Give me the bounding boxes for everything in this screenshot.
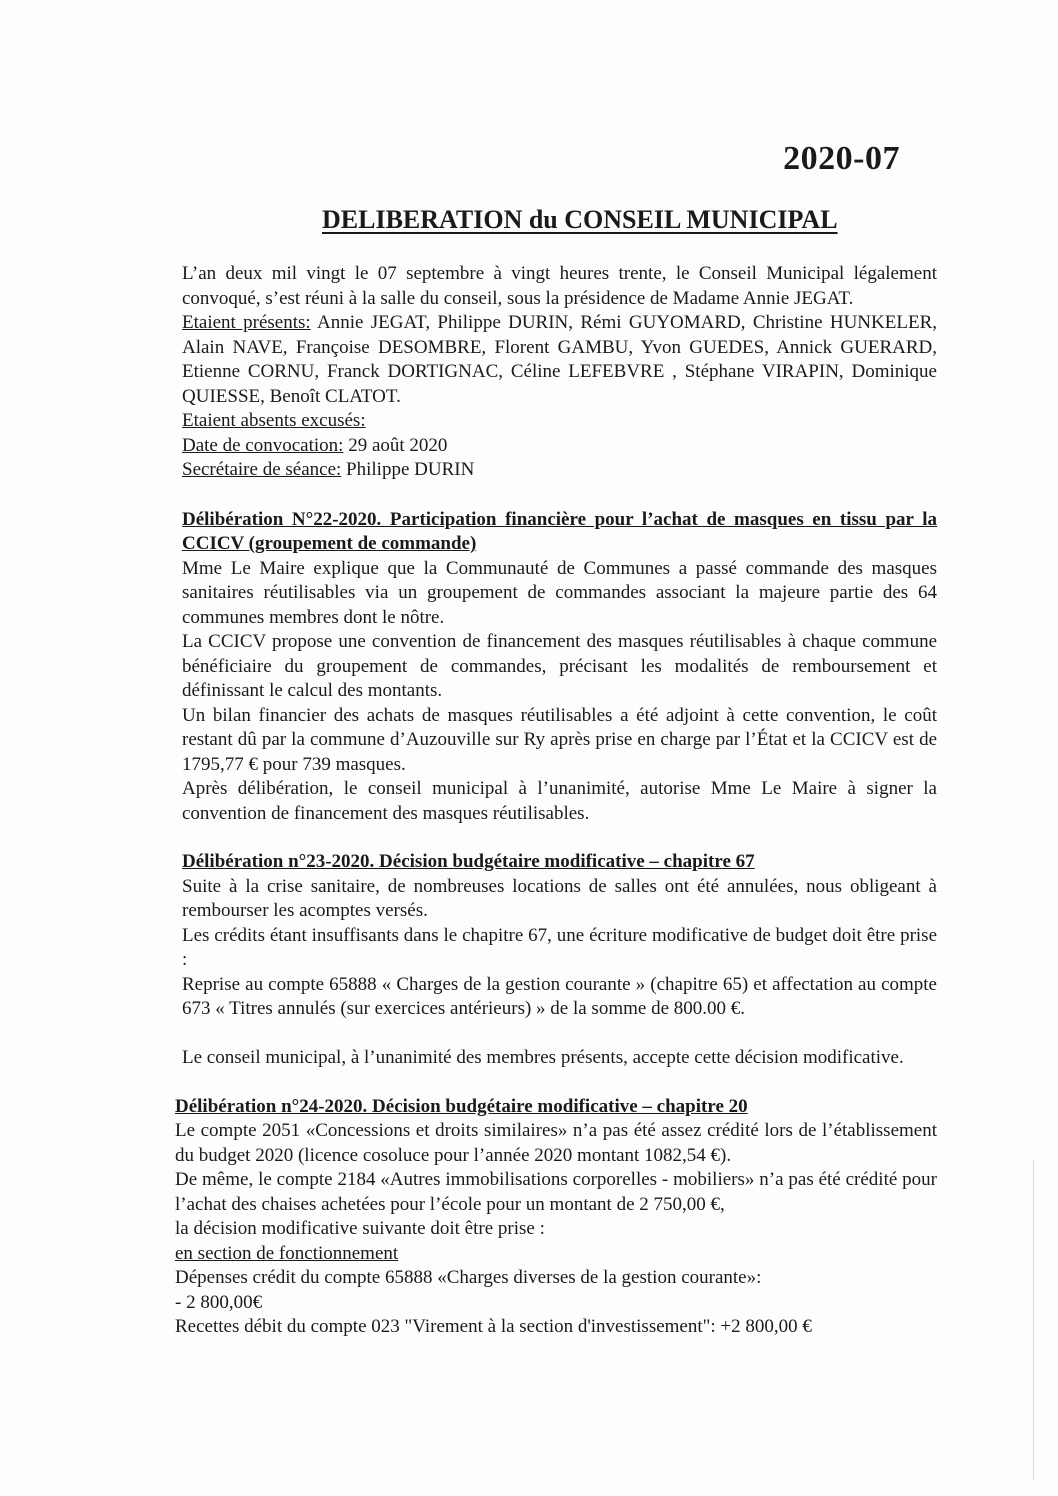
deliberation-number: 2020-07: [783, 140, 900, 177]
deliberation-23-paragraph-3: Reprise au compte 65888 « Charges de la gestion courante » (chapitre 65) et affectation au compte 673 « Titres annulés (sur exercices antérieurs) » de la somme de 800.00 €.: [182, 973, 937, 1019]
document-body: [175, 262, 937, 1340]
deliberation-23-paragraph-2: Les crédits étant insuffisants dans le chapitre 67, une écriture modificative de budget doit être prise :: [182, 924, 937, 970]
intro-paragraph: L’an deux mil vingt le 07 septembre à vingt heures trente, le Conseil Municipal légalement convoqué, s’est réuni à la salle du conseil, sous la présidence de Madame Annie JEGAT.: [182, 263, 937, 309]
convocation-value: 29 août 2020: [343, 434, 448, 456]
deliberation-23-paragraph-4: Le conseil municipal, à l’unanimité des membres présents, accepte cette décision modificative.: [182, 1047, 904, 1068]
convocation-label: Date de convocation:: [182, 434, 344, 456]
absents-label: Etaient absents excusés:: [182, 410, 366, 431]
presents-paragraph: [175, 311, 937, 409]
deliberation-24-paragraph-2: De même, le compte 2184 «Autres immobilisations corporelles - mobiliers» n’a pas été crédité pour l’achat des chaises achetées pour l’école pour un montant de 2 750,00 €,: [175, 1169, 937, 1215]
secretaire-paragraph: [175, 458, 937, 483]
absents-paragraph: [175, 409, 937, 434]
deliberation-24-line-3: Recettes débit du compte 023 "Virement à la section d'investissement": +2 800,00 €: [175, 1316, 812, 1337]
scan-margin-line: [1033, 1160, 1034, 1480]
deliberation-22-title: Délibération N°22-2020. Participation financière pour l’achat de masques en tissu par la CCICV (groupement de commande): [182, 508, 937, 554]
secretaire-label: Secrétaire de séance:: [182, 459, 342, 480]
deliberation-22-paragraph-3: Un bilan financier des achats de masques réutilisables a été adjoint à cette convention, le coût restant dû par la commune d’Auzouville sur Ry après prise en charge par l’État et la CCICV est de 1795,77 € pour 739 masques.: [182, 704, 937, 775]
document-title: DELIBERATION du CONSEIL MUNICIPAL: [322, 205, 838, 234]
deliberation-23-title: Délibération n°23-2020. Décision budgétaire modificative – chapitre 67: [182, 851, 755, 872]
deliberation-24-paragraph-3: la décision modificative suivante doit être prise :: [175, 1218, 545, 1239]
deliberation-24-title: Délibération n°24-2020. Décision budgétaire modificative – chapitre 20: [175, 1095, 748, 1117]
presents-label: Etaient présents:: [182, 312, 311, 333]
deliberation-22-paragraph-4: Après délibération, le conseil municipal à l’unanimité, autorise Mme Le Maire à signer la convention de financement des masques réutilisables.: [182, 778, 937, 824]
convocation-paragraph: [175, 434, 937, 459]
deliberation-24-paragraph-1: Le compte 2051 «Concessions et droits similaires» n’a pas été assez crédité lors de l’établissement du budget 2020 (licence cosoluce pour l’année 2020 montant 1082,54 €).: [175, 1120, 937, 1166]
deliberation-24-line-2: - 2 800,00€: [175, 1291, 263, 1313]
presents-list: Annie JEGAT, Philippe DURIN, Rémi GUYOMARD, Christine HUNKELER, Alain NAVE, Françoise DESOMBRE, Florent GAMBU, Yvon GUEDES, Annick GUERARD, Etienne CORNU, Franck DORTIGNAC, Céline LEFEBVRE , Stéphane VIRAPIN, Dominique QUIESSE, Benoît CLATOT.: [182, 312, 937, 407]
secretaire-value: Philippe DURIN: [341, 459, 475, 480]
deliberation-24-subsection: en section de fonctionnement: [175, 1242, 399, 1264]
deliberation-24-line-1: Dépenses crédit du compte 65888 «Charges diverses de la gestion courante»:: [175, 1267, 762, 1288]
deliberation-22-paragraph-2: La CCICV propose une convention de financement des masques réutilisables à chaque commune bénéficiaire du groupement de commandes, précisant les modalités de remboursement et définissant le calcul des montants.: [182, 631, 937, 701]
deliberation-23-paragraph-1: Suite à la crise sanitaire, de nombreuses locations de salles ont été annulées, nous obligeant à rembourser les acomptes versés.: [182, 875, 937, 921]
deliberation-22-paragraph-1: Mme Le Maire explique que la Communauté de Communes a passé commande des masques sanitaires réutilisables via un groupement de commandes associant la majeure partie des 64 communes membres dont le nôtre.: [182, 557, 937, 628]
